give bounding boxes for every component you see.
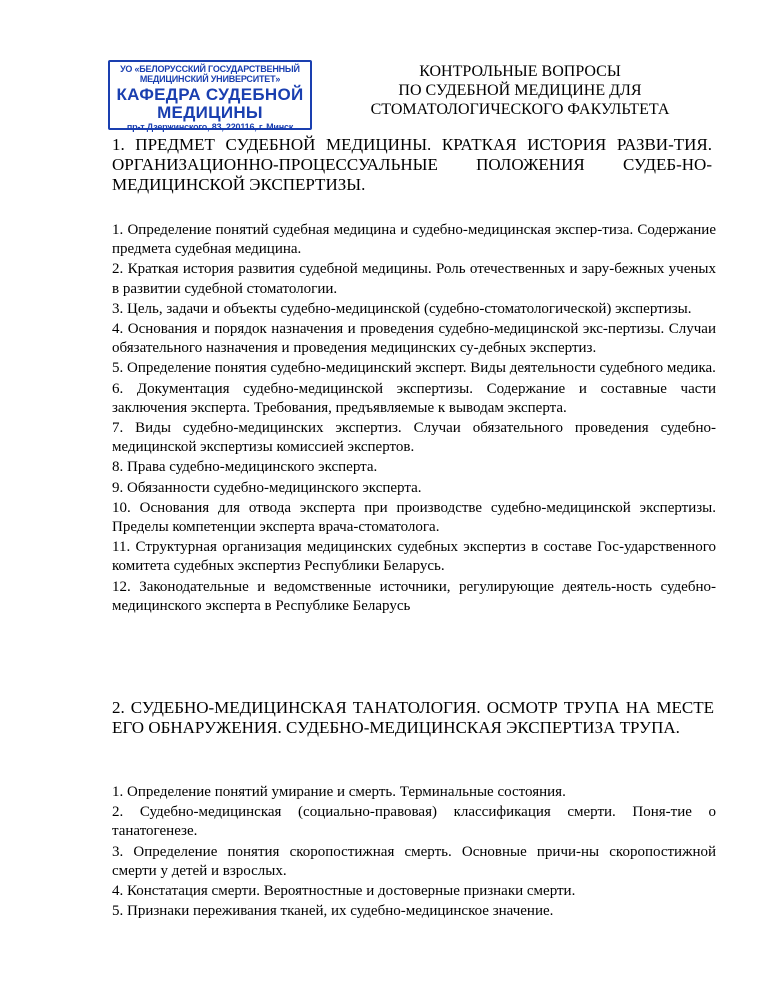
question-item: 12. Законодательные и ведомственные источники, регулирующие деятель-ность судебно-медицинского эксперта в Республике Беларусь [112, 578, 716, 614]
question-item: 4. Констатация смерти. Вероятностные и достоверные признаки смерти. [112, 883, 576, 900]
question-item: 4. Основания и порядок назначения и проведения судебно-медицинской экс-пертизы. Случаи обязательного назначения и проведения медицинских су-дебных экспертиз. [112, 321, 716, 357]
stamp-line-university: УО «БЕЛОРУССКИЙ ГОСУДАРСТВЕННЫЙ [120, 64, 300, 74]
question-item: 6. Документация судебно-медицинской экспертизы. Содержание и составные части заключения эксперта. Требования, предъявляемые к выводам эксперта. [112, 380, 716, 416]
stamp-line-address: пр-т Дзержинского, 83, 220116, г. Минск [126, 122, 294, 132]
stamp-line-university-2: МЕДИЦИНСКИЙ УНИВЕРСИТЕТ» [139, 74, 281, 84]
section-2-heading: 2. СУДЕБНО-МЕДИЦИНСКАЯ ТАНАТОЛОГИЯ. ОСМОТР ТРУПА НА МЕСТЕ ЕГО ОБНАРУЖЕНИЯ. СУДЕБНО-МЕДИЦИНСКАЯ ЭКСПЕРТИЗА ТРУПА. [112, 698, 714, 737]
stamp-line-department-2: МЕДИЦИНЫ [157, 103, 263, 122]
section-1-question-list [112, 221, 716, 617]
question-item: 8. Права судебно-медицинского эксперта. [112, 459, 378, 476]
question-item: 3. Цель, задачи и объекты судебно-медицинской (судебно-стоматологической) экспертизы. [112, 300, 692, 317]
question-item: 11. Структурная организация медицинских судебных экспертиз в составе Гос-ударственного комитета судебных экспертиз Республики Беларусь. [112, 539, 716, 575]
question-item: 7. Виды судебно-медицинских экспертиз. Случаи обязательного проведения судебно-медицинской экспертизы комиссией экспертов. [112, 420, 716, 456]
question-item: 3. Определение понятия скоропостижная смерть. Основные причи-ны скоропостижной смерти у детей и взрослых. [112, 843, 716, 879]
question-item: 5. Признаки переживания тканей, их судебно-медицинское значение. [112, 903, 554, 920]
question-item: 10. Основания для отвода эксперта при производстве судебно-медицинской экспертизы. Пределы компетенции эксперта врача-стоматолога. [112, 499, 716, 536]
stamp-line-department: КАФЕДРА СУДЕБНОЙ [116, 85, 304, 104]
title-line-1: КОНТРОЛЬНЫЕ ВОПРОСЫ [419, 63, 621, 80]
question-item: 2. Судебно-медицинская (социально-правовая) классификация смерти. Поня-тие о танатогенезе. [112, 804, 716, 840]
question-item: 1. Определение понятий судебная медицина и судебно-медицинская экспер-тиза. Содержание предмета судебная медицина. [112, 222, 716, 258]
title-line-3: СТОМАТОЛОГИЧЕСКОГО ФАКУЛЬТЕТА [370, 101, 670, 118]
question-item: 9. Обязанности судебно-медицинского эксперта. [112, 479, 422, 496]
section-1-heading: 1. ПРЕДМЕТ СУДЕБНОЙ МЕДИЦИНЫ. КРАТКАЯ ИСТОРИЯ РАЗВИ-ТИЯ. ОРГАНИЗАЦИОННО-ПРОЦЕССУАЛЬНЫЕ ПОЛОЖЕНИЯ СУДЕБ-НО-МЕДИЦИНСКОЙ ЭКСПЕРТИЗЫ. [112, 135, 712, 194]
section-2-question-list [112, 783, 716, 922]
question-item: 2. Краткая история развития судебной медицины. Роль отечественных и зару-бежных ученых в развитии судебной стоматологии. [112, 261, 716, 297]
question-item: 5. Определение понятия судебно-медицинский эксперт. Виды деятельности судебного медика. [112, 360, 716, 377]
title-line-2: ПО СУДЕБНОЙ МЕДИЦИНЕ ДЛЯ [398, 82, 642, 99]
department-stamp [108, 60, 312, 130]
document-title [350, 62, 690, 119]
question-item: 1. Определение понятий умирание и смерть. Терминальные состояния. [112, 784, 566, 800]
